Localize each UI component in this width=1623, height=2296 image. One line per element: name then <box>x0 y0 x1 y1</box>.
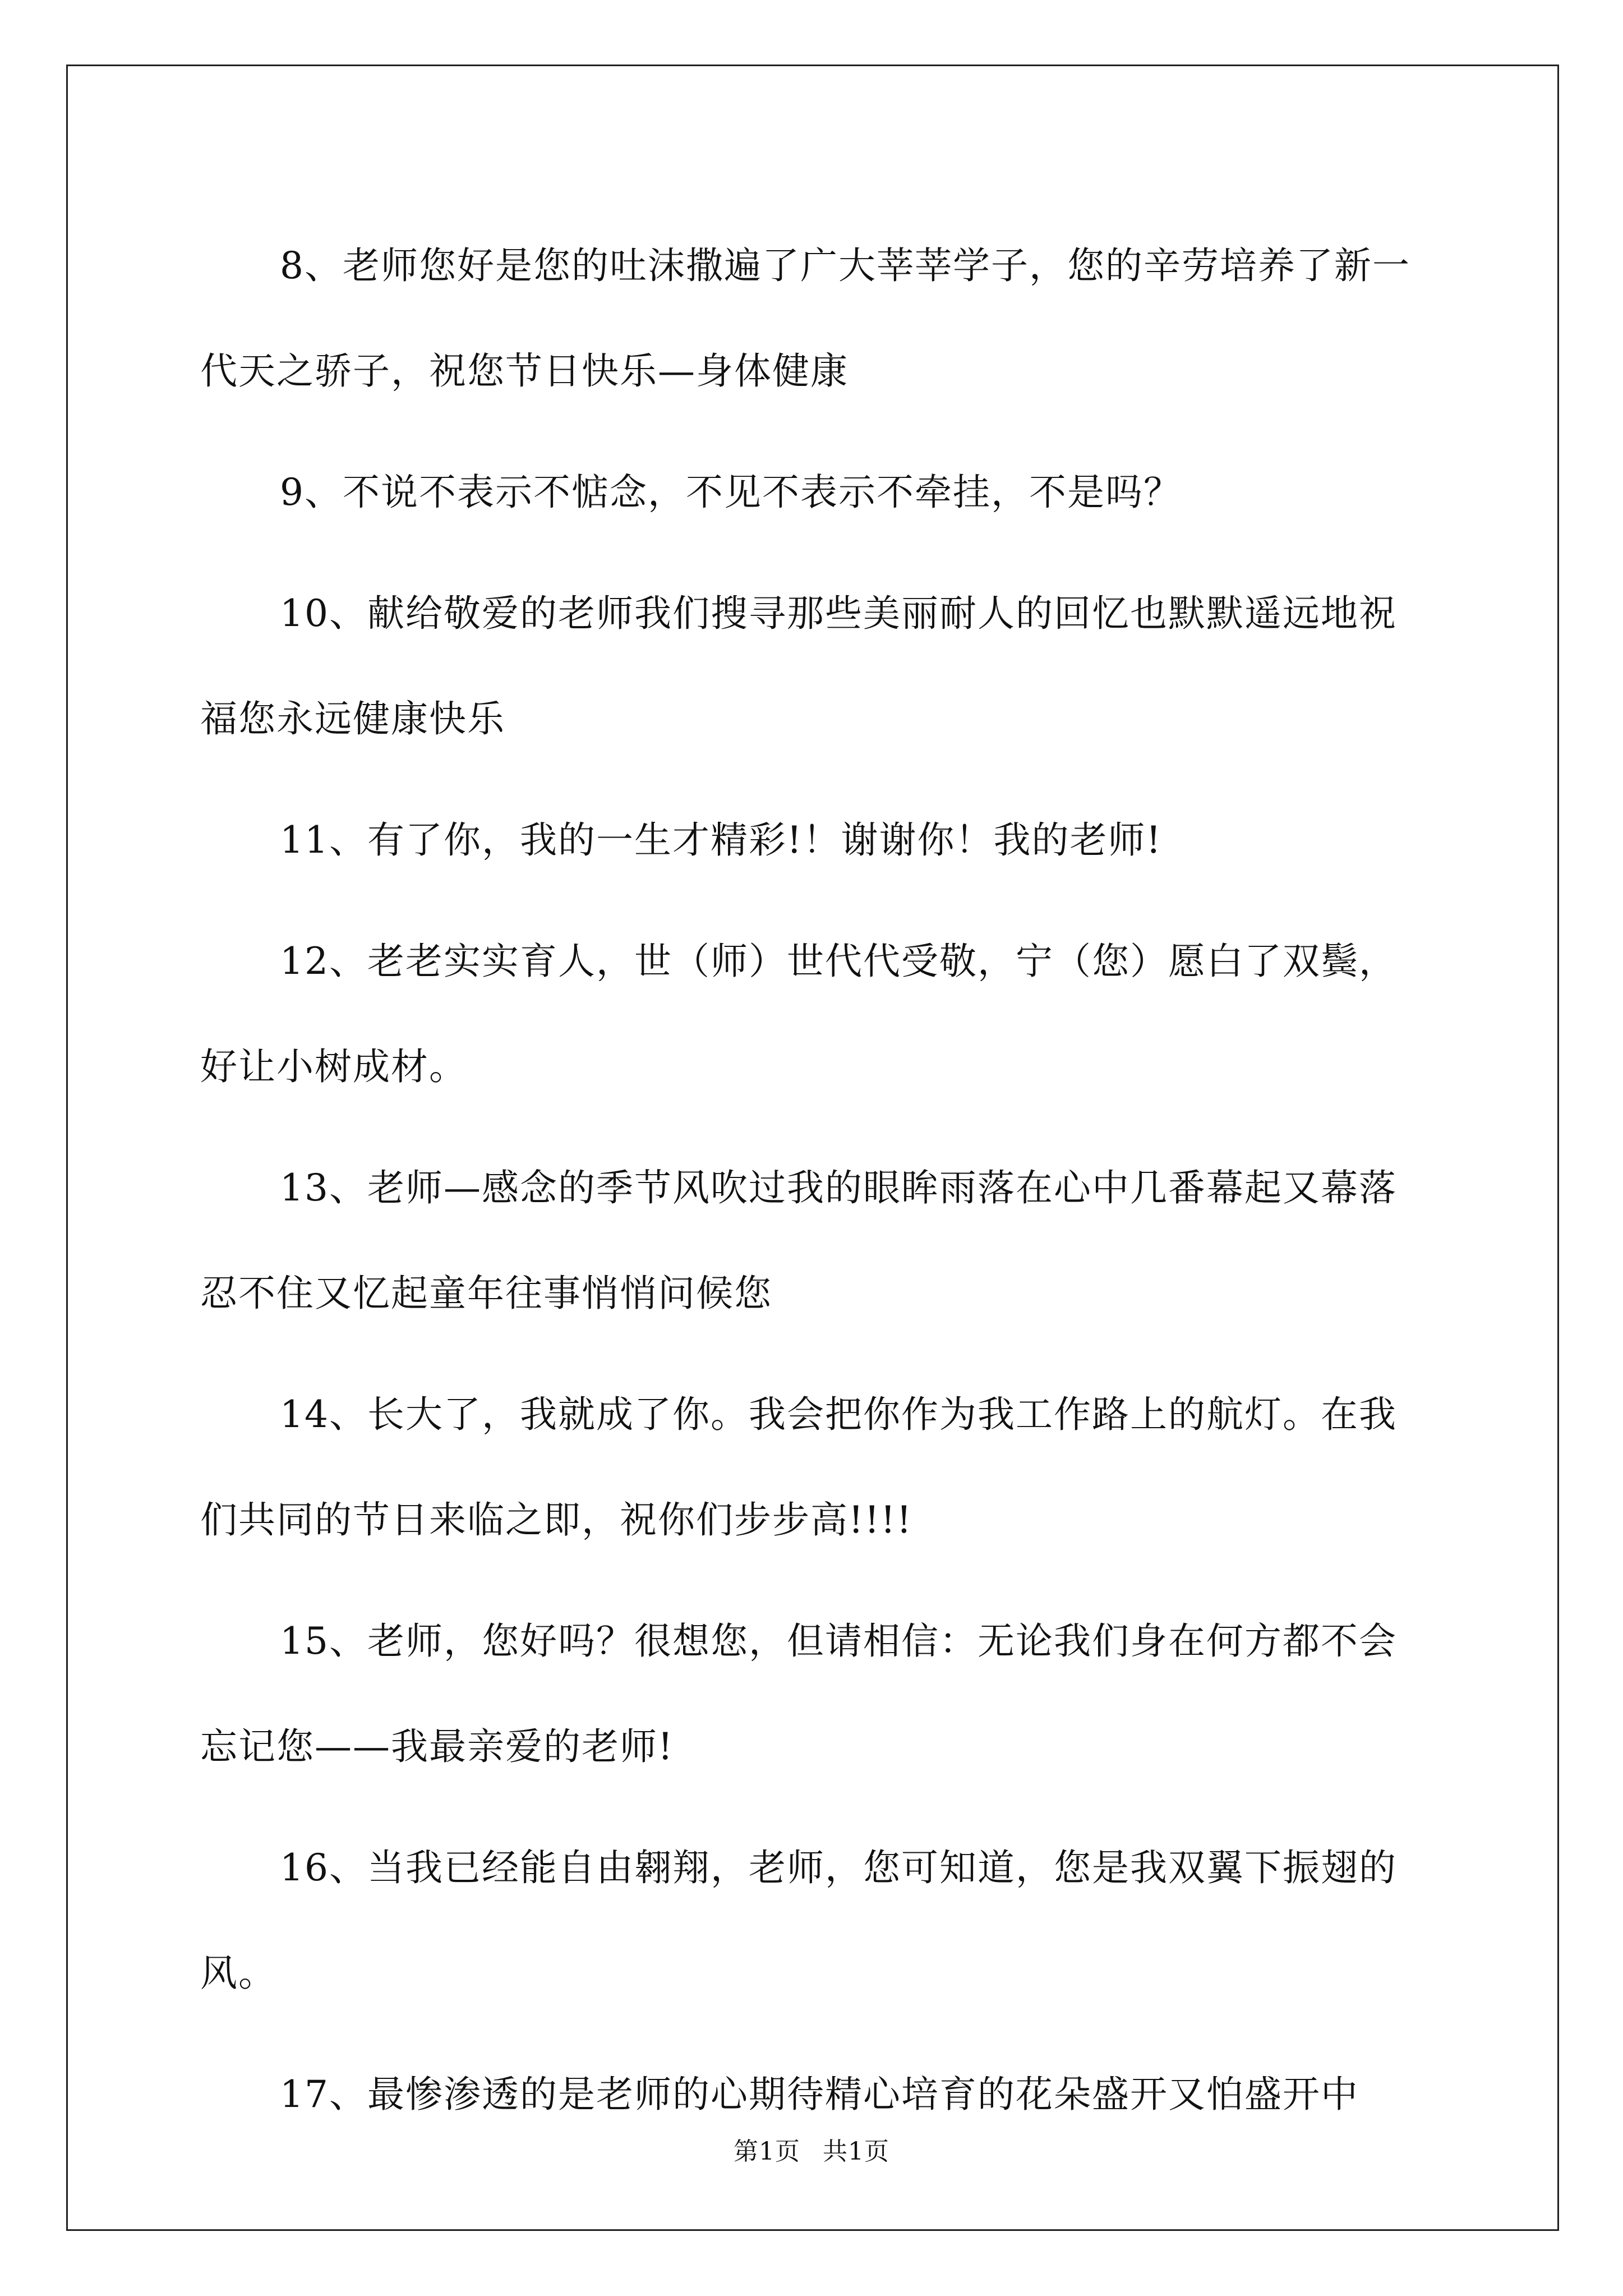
page-number: 第1页 <box>734 2137 800 2166</box>
paragraph-16: 16、当我已经能自由翱翔，老师，您可知道，您是我双翼下振翅的风。 <box>200 1846 1397 1995</box>
paragraph-11: 11、有了你，我的一生才精彩!！谢谢你！我的老师! <box>280 818 1163 862</box>
paragraph-8: 8、老师您好是您的吐沫撒遍了广大莘莘学子，您的辛劳培养了新一代天之骄子，祝您节日快乐—身体健康 <box>200 244 1410 393</box>
paragraph-10: 10、献给敬爱的老师我们搜寻那些美丽耐人的回忆也默默遥远地祝福您永远健康快乐 <box>200 592 1397 740</box>
paragraph-9: 9、不说不表示不惦念，不见不表示不牵挂，不是吗？ <box>280 471 1182 514</box>
paragraph-12: 12、老老实实育人，世（师）世代代受敬，宁（您）愿白了双鬓，好让小树成材。 <box>200 940 1397 1088</box>
document-body <box>200 213 1434 2163</box>
paragraph-14: 14、长大了，我就成了你。我会把你作为我工作路上的航灯。在我们共同的节日来临之即，祝你们步步高!!!! <box>200 1393 1397 1542</box>
paragraph-13: 13、老师—感念的季节风吹过我的眼眸雨落在心中几番幕起又幕落忍不住又忆起童年往事悄悄问候您 <box>200 1166 1397 1315</box>
page-total: 共1页 <box>823 2137 889 2166</box>
page-footer <box>0 2135 1623 2169</box>
paragraph-17: 17、最惨渗透的是老师的心期待精心培育的花朵盛开又怕盛开中 <box>280 2073 1359 2116</box>
paragraph-15: 15、老师，您好吗？很想您，但请相信：无论我们身在何方都不会忘记您——我最亲爱的老师! <box>200 1619 1397 1768</box>
